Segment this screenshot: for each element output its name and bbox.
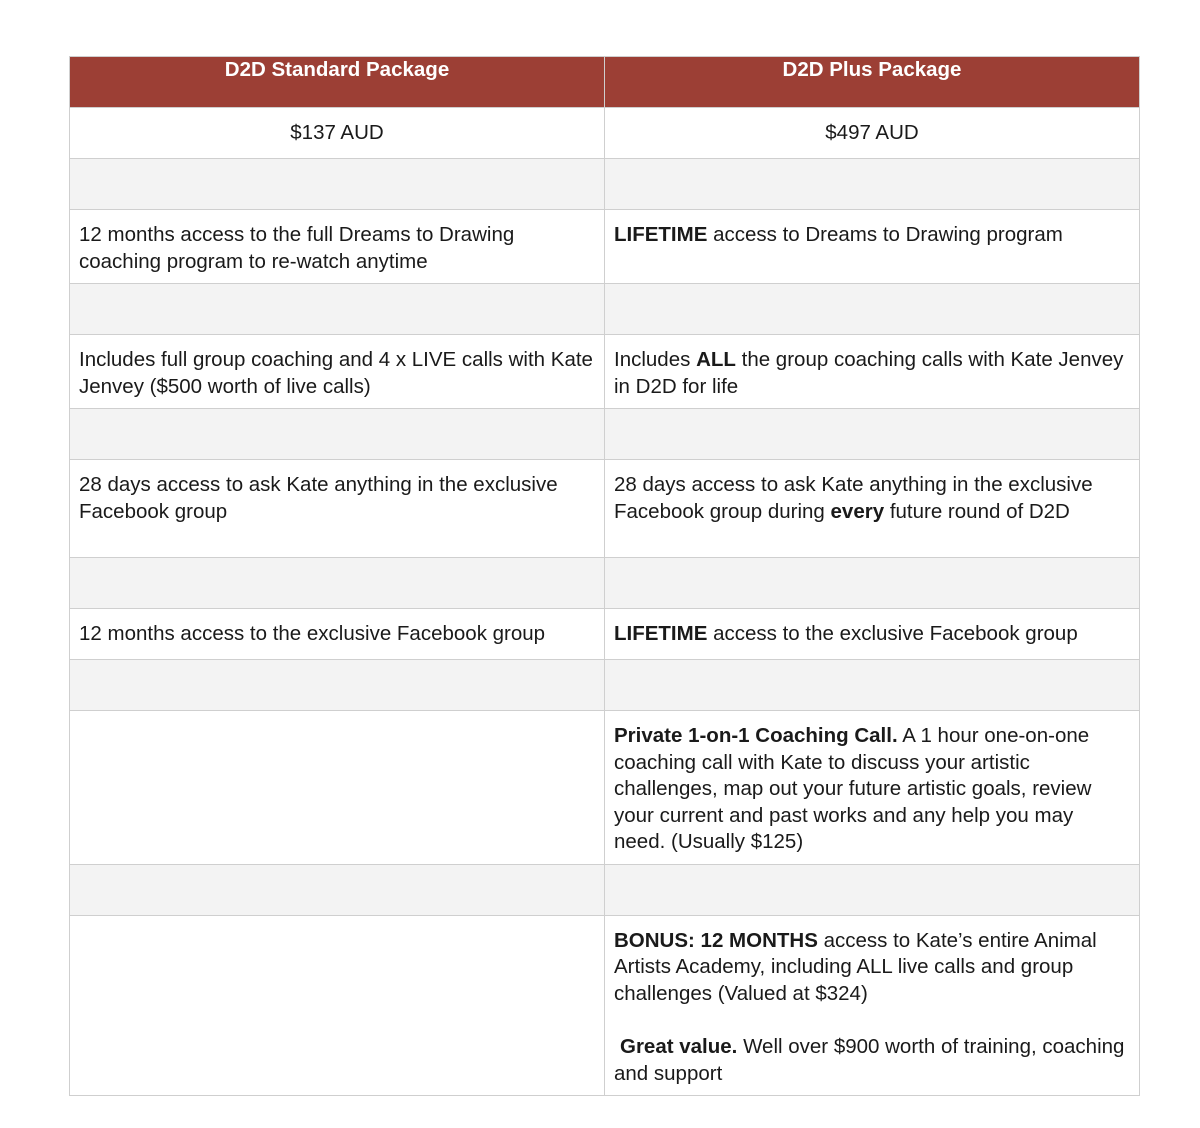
program-access-row [70,210,1140,284]
spacer-row [70,159,1140,210]
spacer-row [70,409,1140,460]
plus-group-coaching: Includes ALL the group coaching calls with Kate Jenvey in D2D for life [605,335,1140,409]
standard-price: $137 AUD [70,108,605,159]
plus-bonus: BONUS: 12 MONTHS access to Kate’s entire Animal Artists Academy, including ALL live calls and group challenges (Valued at $324) Great value. Well over $900 worth of training, coaching and support [605,915,1140,1096]
plus-facebook-group: LIFETIME access to the exclusive Facebook group [605,609,1140,660]
plus-package-header: D2D Plus Package [605,57,1140,108]
plus-private-call: Private 1-on-1 Coaching Call. A 1 hour one-on-one coaching call with Kate to discuss your artistic challenges, map out your future artistic goals, review your current and past works and any help you may need. (Usually $125) [605,711,1140,865]
standard-program-access: 12 months access to the full Dreams to Drawing coaching program to re-watch anytime [70,210,605,284]
great-value-note: Great value. Well over $900 worth of training, coaching and support [614,1035,1125,1085]
standard-group-coaching: Includes full group coaching and 4 x LIVE calls with Kate Jenvey ($500 worth of live calls) [70,335,605,409]
ask-kate-row [70,460,1140,558]
price-row [70,108,1140,159]
standard-ask-kate: 28 days access to ask Kate anything in the exclusive Facebook group [70,460,605,558]
spacer-row [70,558,1140,609]
spacer-row [70,660,1140,711]
spacer-row [70,284,1140,335]
plus-program-access: LIFETIME access to Dreams to Drawing program [605,210,1140,284]
facebook-group-row [70,609,1140,660]
group-coaching-row [70,335,1140,409]
spacer-row [70,864,1140,915]
standard-bonus-empty [70,915,605,1096]
header-row [70,57,1140,108]
plus-price: $497 AUD [605,108,1140,159]
package-comparison-table [69,56,1140,1096]
standard-package-header: D2D Standard Package [70,57,605,108]
bonus-row [70,915,1140,1096]
plus-ask-kate: 28 days access to ask Kate anything in the exclusive Facebook group during every future round of D2D [605,460,1140,558]
standard-facebook-group: 12 months access to the exclusive Facebook group [70,609,605,660]
standard-private-call-empty [70,711,605,865]
private-call-row [70,711,1140,865]
